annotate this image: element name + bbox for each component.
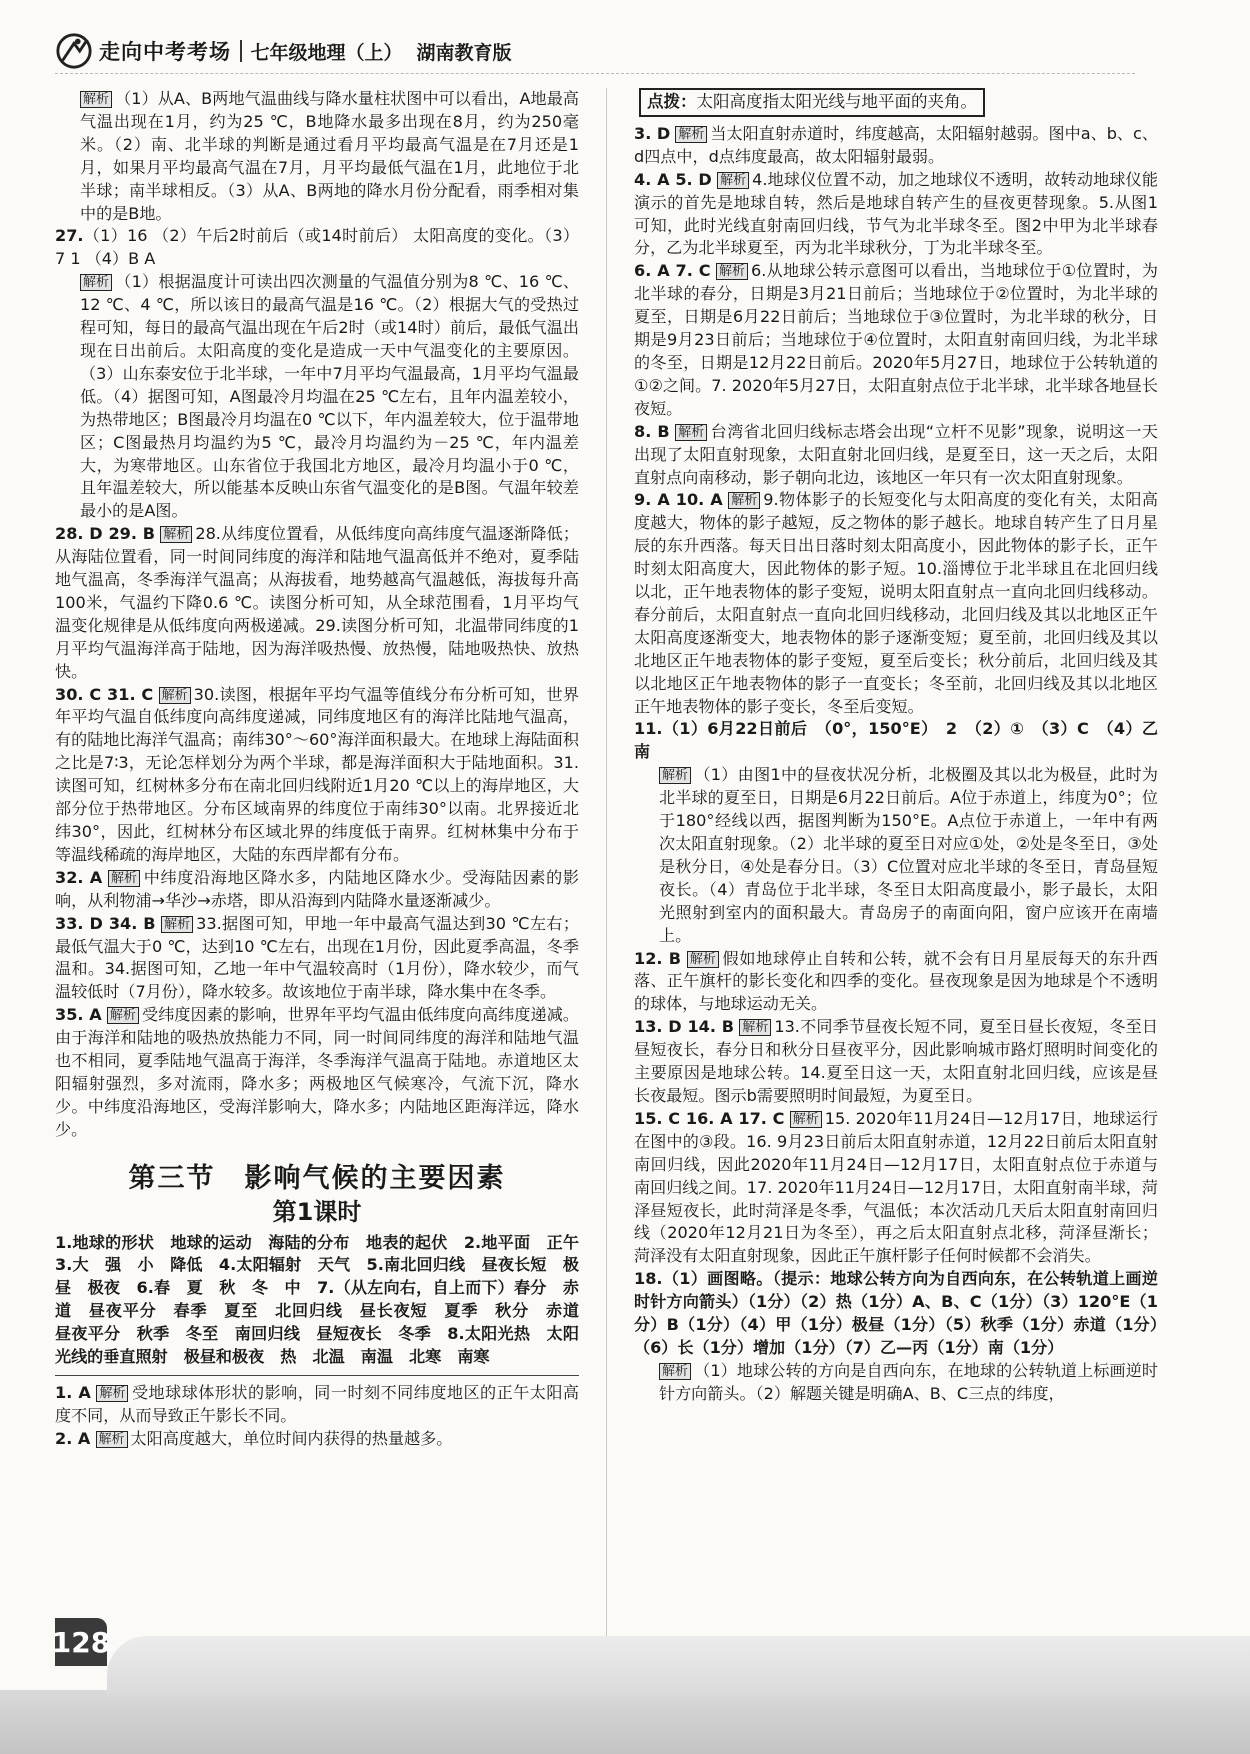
lesson-title: 第1课时	[272, 1197, 362, 1226]
answer-8: 8. B 解析 台湾省北回归线标志塔会出现“立杆不见影”现象，说明这一天出现了太阳直射现象，太阳直射北回归线，是夏至日，这一天之后，太阳直射点向南移动，影子朝向北边，该地区一年只有一次太阳直射现象。	[634, 421, 1158, 487]
answer-3: 3. D 解析 当太阳直射赤道时，纬度越高，太阳辐射越弱。图中a、b、c、d四点中，d点纬度最高，故太阳辐射最弱。	[634, 123, 1158, 166]
analysis-27: 解析 （1）根据温度计可读出四次测量的气温值分别为8 ℃、16 ℃、12 ℃、4 ℃，所以该日的最高气温是16 ℃。（2）根据大气的受热过程可知，每日的最高气温出现在午后2时（或14时）前后，最低气温出现在日出前后。太阳高度的变化是造成一天中气温变化的主要原因。（3）山东泰安位于北半球，一年中7月平均气温最高，1月平均气温最低。（4）据图可知，A图最冷月均温在25 ℃左右，且年内温差较小，为热带地区；B图最冷月均温在0 ℃以下，年内温差较大，位于温带地区；C图最热月均温约为5 ℃，最冷月均温约为－25 ℃，年内温差大，为寒带地区。山东省位于我国北方地区，最冷月均温小于0 ℃，且年温差较大，所以能基本反映山东省气温变化的是B图。气温年较差最小的是A图。	[80, 272, 579, 521]
analysis-tag: 解析	[717, 172, 749, 189]
analysis-tag: 解析	[728, 492, 760, 509]
analysis-tag: 解析	[80, 91, 112, 108]
answer-18: 18.（1）画图略。（提示：地球公转方向为自西向东，在公转轨道上画逆时针方向箭头）（1分）（2）热（1分）A、B、C（1分）（3）120°E（1分）B（1分）（4）甲（1分）极昼（1分）（5）秋季（1分）赤道（1分）（6）长（1分）增加（1分）（7）乙—丙（1分）南（1分）	[634, 1269, 1158, 1357]
publisher: 湖南教育版	[416, 41, 512, 64]
analysis-tag: 解析	[161, 916, 193, 933]
section-title: 第三节 影响气候的主要因素	[128, 1162, 506, 1194]
analysis-tag: 解析	[739, 1019, 771, 1036]
answer-6-7: 6. A 7. C 解析 6.从地球公转示意图可以看出，当地球位于①位置时，为北半球的春分，日期是3月21日前后；当地球位于②位置时，为北半球的夏至，日期是6月22日前后；当地球位于③位置时，为北半球的秋分，日期是9月23日前后；当地球位于④位置时，太阳直射南回归线，为北半球的冬至，日期是12月22日前后。2020年5月27日，地球位于公转轨道的①②之间。7. 2020年5月27日，太阳直射点位于北半球，北半球各地昼长夜短。	[634, 261, 1158, 418]
header-rule	[55, 73, 1135, 74]
answer-13-14: 13. D 14. B 解析 13.不同季节昼夜长短不同，夏至日昼长夜短，冬至日昼短夜长，春分日和秋分日昼夜平分，因此影响城市路灯照明时间变化的主要原因是地球公转。14.夏至日这一天，太阳直射北回归线，应该是昼长夜最短。图示b需要照明时间最短，为夏至日。	[634, 1017, 1158, 1105]
analysis-tag: 解析	[687, 951, 719, 968]
analysis-18: 解析 （1）地球公转的方向是自西向东，在地球的公转轨道上标画逆时针方向箭头。（2）解题关键是明确A、B、C三点的纬度，	[659, 1360, 1158, 1403]
footer-curve	[107, 1636, 1250, 1696]
answer-15-17: 15. C 16. A 17. C 解析 15. 2020年11月24日—12月17日，地球运行在图中的③段。16. 9月23日前后太阳直射赤道，12月22日前后太阳直射南回归线，因此2020年11月24日—12月17日，太阳直射点位于赤道与南回归线之间。17. 2020年11月24日—12月17日，太阳直射南半球，菏泽昼短夜长，此时菏泽是冬季，气温低；本次活动几天后太阳直射南回归线（2020年12月21日为冬至），再之后太阳直射点北移，菏泽昼渐长；菏泽没有太阳直射现象，因此正午旗杆影子任何时候都不会消失。	[634, 1108, 1158, 1266]
series-title: 走向中考考场	[99, 40, 231, 64]
answer-33-34: 33. D 34. B 解析 33.据图可知，甲地一年中最高气温达到30 ℃左右；最低气温大于0 ℃，达到10 ℃左右，出现在1月份，因此夏季高温，冬季温和。34.据图可知，乙地一年中气温较高时（1月份），降水较少，而气温较低时（7月份），降水较多。故该地位于南半球，降水集中在冬季。	[55, 913, 579, 1002]
analysis-tag: 解析	[108, 870, 140, 887]
answer-12: 12. B 解析 假如地球停止自转和公转，就不会有日月星辰每天的东升西落、正午旗杆的影长变化和四季的变化。昼夜现象是因为地球是个不透明的球体，与地球运动无关。	[634, 948, 1158, 1014]
analysis-tag: 解析	[675, 424, 707, 441]
right-column	[634, 88, 1175, 1406]
analysis-tag: 解析	[107, 1007, 139, 1024]
answer-27: 27.（1）16 （2）午后2时前后（或14时前后） 太阳高度的变化。（3）7 1 （4）B A	[55, 226, 579, 269]
analysis-11: 解析 （1）由图1中的昼夜状况分析，北极圈及其以北为极昼，此时为北半球的夏至日，日期是6月22日前后。A位于赤道上，纬度为0°；位于180°经线以西，据图判断为150°E。A点位于赤道上，一年中有两次太阳直射现象。（2）北半球的夏至日对应①处，②处是冬至日，③处是秋分日，④处是春分日。（3）C位置对应北半球的冬至日，青岛昼短夜长。（4）青岛位于北半球，冬至日太阳高度最小，影子最长，太阳光照射到室内的面积最大。青岛房子的南面向阳，窗户应该开在南墙上。	[659, 765, 1158, 945]
answer-2: 2. A 解析 太阳高度越大，单位时间内获得的热量越多。	[55, 1428, 453, 1448]
answer-35: 35. A 解析 受纬度因素的影响，世界年平均气温由低纬度向高纬度递减。由于海洋和陆地的吸热放热能力不同，同一时间同纬度的海洋和陆地气温也不相同，夏季陆地气温高于海洋，冬季海洋气温高于陆地。赤道地区太阳辐射强烈，多对流雨，降水多；两极地区气候寒冷，气流下沉，降水少。中纬度沿海地区，受海洋影响大，降水多；内陆地区距海洋远，降水少。	[55, 1005, 579, 1139]
analysis-tag: 解析	[159, 687, 191, 704]
answer-32: 32. A 解析 中纬度沿海地区降水多，内陆地区降水少。受海陆因素的影响，从利物浦→华沙→赤塔，即从沿海到内陆降水量逐渐减少。	[55, 867, 579, 910]
page-header	[55, 30, 1135, 72]
book-title: 七年级地理（上）	[250, 41, 403, 64]
header-divider	[240, 40, 242, 62]
column-divider	[606, 88, 607, 1668]
analysis-tag: 解析	[80, 274, 112, 291]
answer-11: 11.（1）6月22日前后 （0°，150°E） 2 （2）① （3）C （4）乙 南	[634, 719, 1175, 762]
answer-30-31: 30. C 31. C 解析 30.读图，根据年平均气温等值线分布分析可知，世界年平均气温自低纬度向高纬度递减，同纬度地区有的海洋比陆地气温高，有的陆地比海洋气温高；南纬30°～60°海洋面积最大。在地球上海陆面积之比是7∶3，无论怎样划分为两个半球，都是海洋面积大于陆地面积。31.读图可知，红树林多分布在南北回归线附近1月20 ℃以上的海岸地区，大部分位于热带地区。分布区域南界的纬度位于南纬30°以南。北界接近北纬30°，因此，红树林分布区域北界的纬度低于南界。红树林集中分布于等温线稀疏的海岸地区，大陆的东西岸都有分布。	[55, 684, 579, 864]
section-rule	[55, 1375, 579, 1376]
analysis-tag: 解析	[659, 767, 691, 784]
analysis-tag: 解析	[160, 526, 192, 543]
answer-28-29: 28. D 29. B 解析 28.从纬度位置看，从低纬度向高纬度气温逐渐降低；从海陆位置看，同一时间同纬度的海洋和陆地气温高低并不绝对，夏季陆地气温高，冬季海洋气温高；从海拔看，地势越高气温越低，海拔每升高100米，气温约下降0.6 ℃。读图分析可知，从全球范围看，1月平均气温变化规律是从低纬度向两极递减。29.读图分析可知，北温带同纬度的1月平均气温海洋高于陆地，因为海洋吸热慢、放热慢，陆地吸热快、放热快。	[55, 524, 579, 681]
tip-box: 点拨：太阳高度指太阳光线与地平面的夹角。	[639, 88, 985, 117]
analysis-tag: 解析	[96, 1431, 128, 1448]
analysis-tag: 解析	[716, 263, 748, 280]
footer-band	[0, 1690, 1250, 1754]
page-number: 128	[55, 1618, 107, 1666]
left-column	[55, 88, 596, 1451]
answer-9-10: 9. A 10. A 解析 9.物体影子的长短变化与太阳高度的变化有关，太阳高度越大，物体的影子越短，反之物体的影子越长。地球自转产生了日月星辰的东升西落。每天日出日落时刻太阳高度小，因此物体的影子长，正午时刻太阳高度大，因此物体的影子短。10.淄博位于北半球且在北回归线以北，正午地表物体的影子变短，说明太阳直射点一直向北回归线移动。春分前后，太阳直射点一直向北回归线移动，北回归线及其以北地区正午太阳高度逐渐变大，地表物体的影子逐渐变短；夏至前，北回归线及其以北地区正午地表物体的影子变短，夏至后变长；秋分前后，北回归线及其以北地区正午地表物体的影子一直变长；冬至前，北回归线及其以北地区正午地表物体的影子变长，冬至后变短。	[634, 490, 1158, 716]
analysis-tag: 解析	[790, 1111, 822, 1128]
analysis-tag: 解析	[659, 1363, 691, 1380]
answer-1: 1. A 解析 受地球球体形状的影响，同一时刻不同纬度地区的正午太阳高度不同，从而导致正午影长不同。	[55, 1382, 580, 1425]
fill-in-answers: 1.地球的形状 地球的运动 海陆的分布 地表的起伏 2.地平面 正午 3.大 强 小 降低 4.太阳辐射 天气 5.南北回归线 昼夜长短 极昼 极夜 6.春 夏 秋 冬 中 7.（从左向右，自上而下）春分 赤道 昼夜平分 春季 夏至 北回归线 昼长夜短 夏季 秋分 赤道 昼夜平分 秋季 冬至 南回归线 昼短夜长 冬季 8.太阳光热 太阳光线的垂直照射 极昼和极夜 热 北温 南温 北寒 南寒	[55, 1232, 596, 1367]
answer-block: 解析 （1）从A、B两地气温曲线与降水量柱状图中可以看出，A地最高气温出现在1月，约为25 ℃，B地降水最多出现在8月，约为250毫米。（2）南、北半球的判断是通过看月平均最高气温是在7月还是1月，如果月平均最高气温在7月，月平均最低气温在1月，此地位于北半球；南半球相反。（3）从A、B两地的降水月份分配看，雨季相对集中的是B地。	[80, 89, 579, 223]
answer-4-5: 4. A 5. D 解析 4.地球仪位置不动，加之地球仪不透明，故转动地球仪能演示的首先是地球自转，然后是地球自转产生的昼夜更替现象。5.从图1可知，此时光线直射南回归线，节气为北半球冬至。图2中甲为北半球春分，乙为北半球夏至，丙为北半球秋分，丁为北半球冬至。	[634, 169, 1158, 258]
runner-logo-icon	[55, 32, 93, 70]
analysis-tag: 解析	[675, 126, 707, 143]
analysis-tag: 解析	[96, 1385, 128, 1402]
